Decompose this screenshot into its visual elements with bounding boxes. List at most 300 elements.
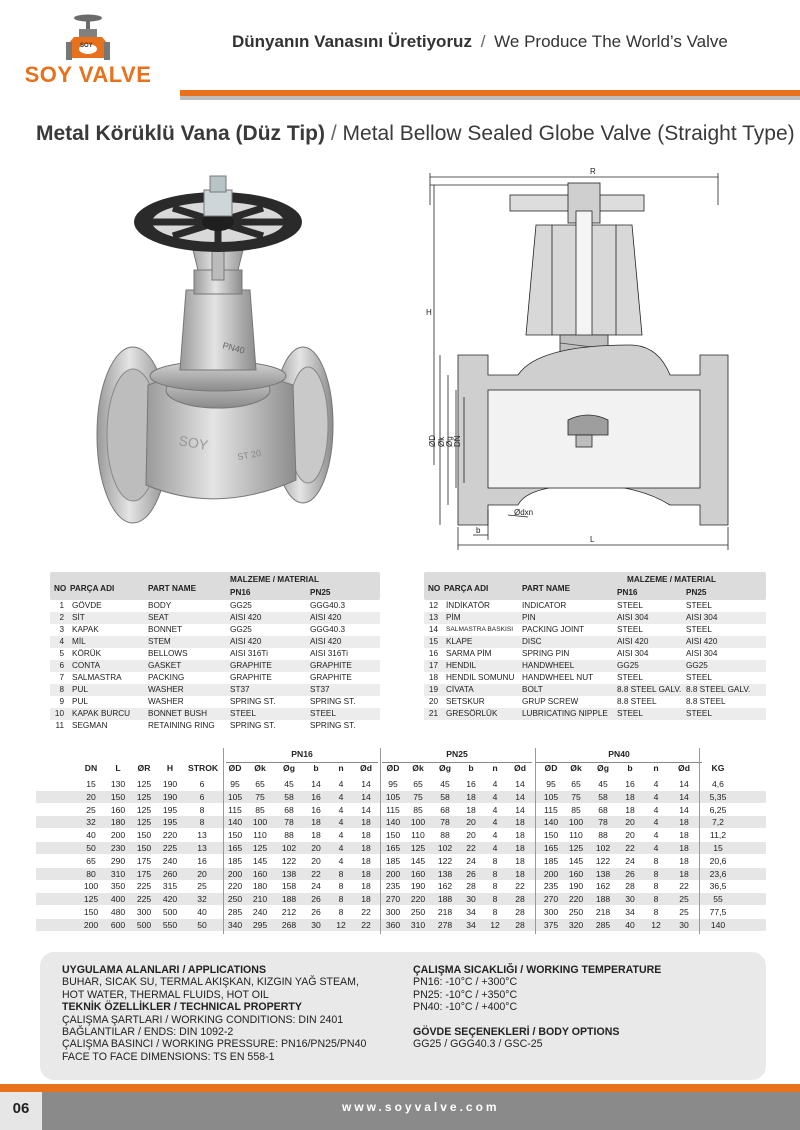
- dim-cell: 4: [653, 817, 659, 828]
- part-name-tr: CİVATA: [446, 685, 474, 694]
- dim-col-header: ØD: [228, 763, 242, 773]
- parts-row: [424, 624, 766, 636]
- dim-col-header: b: [627, 763, 633, 773]
- part-no: 16: [428, 649, 438, 658]
- dim-cell: 145: [410, 855, 426, 866]
- part-name-en: PACKING: [148, 673, 185, 682]
- dim-cell: 78: [598, 817, 608, 828]
- parts-row: [424, 696, 766, 708]
- part-no: 8: [59, 685, 64, 694]
- tech-line: ÇALIŞMA ŞARTLARI / WORKING CONDITIONS: DIN 2401: [62, 1013, 344, 1026]
- dim-cell: 300: [136, 907, 152, 917]
- dim-cell: 18: [515, 830, 525, 841]
- dim-cell: 190: [162, 779, 178, 789]
- part-name-tr: SİT: [72, 613, 85, 622]
- material-pn25: GG25: [686, 661, 708, 670]
- dim-cell: 85: [255, 804, 265, 815]
- dim-col-header: Ød: [360, 763, 372, 773]
- material-header: MALZEME / MATERIAL: [230, 575, 319, 584]
- material-pn16: SPRING ST.: [230, 697, 276, 706]
- parts-right-rows: [424, 600, 766, 720]
- dim-col-header: H: [166, 763, 174, 773]
- dim-cell: 65: [86, 855, 96, 866]
- info-left: [62, 964, 366, 1063]
- parts-left-rows: [50, 600, 380, 732]
- dim-cell: 140: [543, 817, 559, 828]
- part-name-tr: PUL: [72, 697, 88, 706]
- dim-cell: 285: [595, 919, 611, 930]
- col-no: NO: [428, 584, 441, 593]
- dim-cell: 65: [571, 779, 581, 789]
- material-pn16: STEEL: [230, 709, 256, 718]
- dim-cell: 125: [136, 791, 152, 802]
- dim-cell: 200: [543, 868, 559, 879]
- part-no: 21: [428, 709, 438, 718]
- part-no: 14: [428, 625, 438, 634]
- dim-cell: 160: [252, 868, 268, 879]
- part-name-tr: KLAPE: [446, 637, 473, 646]
- dim-cell: 88: [284, 830, 294, 841]
- dim-cell: 18: [679, 843, 689, 853]
- dimensions-row: [36, 868, 766, 880]
- dim-cell: 24: [311, 881, 321, 892]
- dim-cell: 18: [625, 791, 635, 802]
- dim-cell: 80: [86, 868, 96, 879]
- part-name-en: LUBRICATING NIPPLE: [522, 709, 608, 718]
- parts-row: [424, 708, 766, 720]
- dim-cell: 30: [679, 919, 689, 930]
- applications-line: HOT WATER, THERMAL FLUIDS, HOT OIL: [62, 988, 269, 1001]
- material-pn25: AISI 316Ti: [310, 649, 348, 658]
- parts-table-right: [424, 572, 766, 720]
- dim-cell: 158: [281, 881, 297, 892]
- dim-col-header: b: [313, 763, 319, 773]
- part-name-tr: HENDIL SOMUNU: [446, 673, 515, 682]
- material-pn16: GG25: [230, 601, 252, 610]
- dim-cell: 20: [466, 817, 476, 828]
- dim-cell: 180: [110, 817, 126, 828]
- dim-cell: 350: [110, 881, 126, 892]
- material-pn16: GRAPHITE: [230, 673, 272, 682]
- dim-cell: 225: [136, 881, 152, 892]
- dim-label-r: R: [590, 167, 596, 176]
- dim-cell: 180: [252, 881, 268, 892]
- dim-cell: 122: [595, 855, 611, 866]
- dim-cell: 225: [136, 894, 152, 905]
- dim-cell: 110: [253, 830, 267, 841]
- part-no: 20: [428, 697, 438, 706]
- part-name-en: BELLOWS: [148, 649, 188, 658]
- dim-cell: 102: [595, 843, 611, 853]
- col-pn16: PN16: [617, 588, 638, 597]
- material-pn16: GRAPHITE: [230, 661, 272, 670]
- dim-cell: 16: [311, 791, 321, 802]
- dim-cell: 138: [595, 868, 611, 879]
- dim-cell: 4: [653, 804, 659, 815]
- separator: [380, 748, 381, 934]
- dim-label-b: b: [476, 526, 481, 535]
- material-pn25: STEEL: [686, 601, 712, 610]
- material-pn16: GG25: [230, 625, 252, 634]
- dim-cell: 115: [544, 804, 558, 815]
- dim-cell: 18: [679, 830, 689, 841]
- dim-cell: 20: [311, 855, 321, 866]
- dim-cell: 190: [410, 881, 426, 892]
- dim-cell: 23,6: [709, 868, 727, 879]
- separator: [699, 748, 700, 934]
- dim-cell: 18: [515, 855, 525, 866]
- dim-cell: 480: [110, 907, 126, 917]
- separator: [223, 748, 224, 934]
- valve-photo: [78, 170, 348, 550]
- dim-cell: 160: [410, 868, 426, 879]
- dim-cell: 25: [197, 881, 207, 892]
- dim-cell: 28: [515, 907, 525, 917]
- info-right: [413, 964, 661, 1050]
- dim-cell: 8: [653, 907, 659, 917]
- footer-divider: [0, 1084, 800, 1092]
- parts-row: [50, 600, 380, 612]
- material-pn16: AISI 420: [617, 637, 649, 646]
- dim-label-h: H: [426, 308, 432, 317]
- dim-cell: 165: [385, 843, 401, 853]
- dim-cell: 4: [338, 855, 344, 866]
- dim-cell: 4: [492, 830, 498, 841]
- dim-cell: 185: [385, 855, 401, 866]
- dim-cell: 270: [543, 894, 559, 905]
- title-tr: Metal Körüklü Vana (Düz Tip): [36, 122, 325, 145]
- dim-cell: 25: [679, 907, 689, 917]
- dim-cell: 165: [543, 843, 559, 853]
- parts-row: [50, 636, 380, 648]
- dim-cell: 88: [440, 830, 450, 841]
- title-en: Metal Bellow Sealed Globe Valve (Straight Type): [342, 122, 795, 145]
- dim-cell: 100: [252, 817, 268, 828]
- dim-cell: 88: [598, 830, 608, 841]
- material-pn16: 8.8 STEEL GALV.: [617, 685, 682, 694]
- dim-cell: 122: [437, 855, 453, 866]
- dim-cell: 18: [515, 843, 525, 853]
- dim-cell: 250: [568, 907, 584, 917]
- dim-cell: 162: [437, 881, 453, 892]
- dim-cell: 15: [86, 779, 96, 789]
- part-name-en: BOLT: [522, 685, 543, 694]
- material-pn16: AISI 420: [230, 637, 262, 646]
- dim-cell: 150: [136, 843, 152, 853]
- dim-cell: 24: [466, 855, 476, 866]
- dim-cell: 36,5: [709, 881, 727, 892]
- dimensions-row: [36, 816, 766, 828]
- body-options-value: GG25 / GGG40.3 / GSC-25: [413, 1038, 543, 1051]
- dim-cell: 4: [492, 843, 498, 853]
- dim-cell: 4: [338, 779, 344, 789]
- dim-cell: 14: [311, 779, 321, 789]
- parts-row: [50, 684, 380, 696]
- material-pn25: AISI 420: [686, 637, 718, 646]
- dim-cell: 18: [515, 868, 525, 879]
- dim-cell: 102: [437, 843, 453, 853]
- dim-cell: 75: [571, 791, 581, 802]
- dim-cell: 13: [197, 843, 207, 853]
- dim-cell: 300: [543, 907, 559, 917]
- dim-cell: 140: [385, 817, 401, 828]
- dim-cell: 45: [598, 779, 608, 789]
- dim-cell: 20: [466, 830, 476, 841]
- dim-cell: 85: [571, 804, 581, 815]
- dim-cell: 5,35: [709, 791, 727, 802]
- dim-cell: 8: [338, 868, 344, 879]
- part-name-en: SPRING PIN: [522, 649, 570, 658]
- dim-cell: 200: [110, 830, 126, 841]
- parts-row: [50, 612, 380, 624]
- col-pn16: PN16: [230, 588, 251, 597]
- dim-cell: 18: [466, 791, 476, 802]
- dim-cell: 95: [546, 779, 556, 789]
- part-no: 7: [59, 673, 64, 682]
- dim-cell: 125: [568, 843, 584, 853]
- part-name-en: GASKET: [148, 661, 182, 670]
- applications-line: BUHAR, SICAK SU, TERMAL AKIŞKAN, KIZGIN YAĞ STEAM,: [62, 976, 359, 989]
- material-pn25: AISI 420: [310, 637, 342, 646]
- dim-cell: 65: [413, 779, 423, 789]
- tagline-en: We Produce The World’s Valve: [494, 32, 728, 51]
- dim-cell: 22: [679, 881, 689, 892]
- part-name-tr: SALMASTRA BASKISI: [446, 626, 514, 633]
- dim-col-header: Øk: [254, 763, 266, 773]
- dim-cell: 8: [653, 868, 659, 879]
- part-name-en: GRUP SCREW: [522, 697, 579, 706]
- dim-label-l: L: [590, 535, 595, 544]
- dim-cell: 310: [410, 919, 426, 930]
- temperature-line: PN25: -10°C / +350°C: [413, 988, 518, 1001]
- dim-cell: 105: [227, 791, 243, 802]
- part-name-tr: KÖRÜK: [72, 649, 102, 658]
- dim-cell: 30: [466, 894, 476, 905]
- dim-cell: 8: [653, 881, 659, 892]
- dim-cell: 290: [110, 855, 126, 866]
- dim-cell: 68: [284, 804, 294, 815]
- material-pn25: STEEL: [686, 709, 712, 718]
- dim-cell: 220: [410, 894, 426, 905]
- dim-cell: 85: [413, 804, 423, 815]
- dim-cell: 185: [543, 855, 559, 866]
- dim-cell: 40: [625, 919, 635, 930]
- material-pn25: GGG40.3: [310, 601, 346, 610]
- dim-cell: 8: [338, 907, 344, 917]
- dim-cell: 14: [361, 779, 371, 789]
- dim-cell: 4: [338, 791, 344, 802]
- dim-cell: 195: [162, 817, 178, 828]
- parts-row: [424, 600, 766, 612]
- temperature-line: PN16: -10°C / +300°C: [413, 976, 518, 989]
- material-pn25: STEEL: [686, 673, 712, 682]
- dim-cell: 240: [252, 907, 268, 917]
- dim-cell: 150: [110, 791, 126, 802]
- page-number: 06: [0, 1092, 42, 1130]
- dim-cell: 375: [543, 919, 559, 930]
- dim-cell: 18: [361, 894, 371, 905]
- dim-cell: 145: [568, 855, 584, 866]
- part-name-en: DISC: [522, 637, 542, 646]
- tagline: [232, 32, 728, 52]
- parts-row: [424, 648, 766, 660]
- dim-cell: 188: [281, 894, 297, 905]
- part-name-en: INDICATOR: [522, 601, 567, 610]
- parts-row: [424, 612, 766, 624]
- part-no: 2: [59, 613, 64, 622]
- dim-cell: 14: [515, 779, 525, 789]
- dim-cell: 18: [361, 855, 371, 866]
- dim-label-ok: Øk: [437, 436, 446, 447]
- dim-cell: 16: [197, 855, 207, 866]
- dim-col-header: KG: [711, 763, 725, 773]
- dim-cell: 105: [543, 791, 559, 802]
- group-pn25: PN25: [382, 748, 532, 763]
- separator: [535, 748, 536, 934]
- dim-cell: 18: [361, 843, 371, 853]
- part-name-tr: SEGMAN: [72, 721, 108, 730]
- dim-col-header: n: [653, 763, 659, 773]
- dim-col-header: b: [468, 763, 474, 773]
- dim-cell: 13: [197, 830, 207, 841]
- tech-line: FACE TO FACE DIMENSIONS: TS EN 558-1: [62, 1050, 275, 1063]
- part-name-en: BONNET BUSH: [148, 709, 207, 718]
- dim-cell: 18: [515, 817, 525, 828]
- dim-cell: 6: [199, 779, 205, 789]
- dim-cell: 4: [653, 830, 659, 841]
- dim-cell: 26: [466, 868, 476, 879]
- dim-cell: 235: [543, 881, 559, 892]
- material-pn16: STEEL: [617, 673, 643, 682]
- dim-cell: 500: [136, 919, 152, 930]
- dim-cell: 40: [197, 907, 207, 917]
- material-pn25: GRAPHITE: [310, 673, 352, 682]
- dim-col-header: Øg: [283, 763, 295, 773]
- dim-cell: 20: [311, 843, 321, 853]
- dim-cell: 20: [625, 817, 635, 828]
- parts-table-left: [50, 572, 380, 732]
- dim-cell: 4: [492, 779, 498, 789]
- dim-cell: 260: [162, 868, 178, 879]
- dim-cell: 268: [281, 919, 297, 930]
- dim-cell: 12: [490, 919, 500, 930]
- dim-cell: 225: [162, 843, 178, 853]
- dim-cell: 4: [653, 791, 659, 802]
- parts-row: [50, 648, 380, 660]
- dim-cell: 78: [284, 817, 294, 828]
- dim-cell: 22: [311, 868, 321, 879]
- dim-cell: 26: [311, 894, 321, 905]
- dim-cell: 25: [86, 804, 96, 815]
- material-pn16: AISI 420: [230, 613, 262, 622]
- temperature-line: PN40: -10°C / +400°C: [413, 1001, 518, 1014]
- col-pn25: PN25: [686, 588, 707, 597]
- dim-cell: 185: [227, 855, 243, 866]
- dim-col-header: ØD: [544, 763, 558, 773]
- material-pn16: AISI 316Ti: [230, 649, 268, 658]
- dim-cell: 95: [230, 779, 240, 789]
- dim-label-od: ØD: [428, 435, 437, 447]
- dim-cell: 8: [199, 817, 205, 828]
- dim-cell: 45: [440, 779, 450, 789]
- dim-cell: 12: [651, 919, 661, 930]
- part-name-tr: GÖVDE: [72, 601, 102, 610]
- dim-cell: 190: [162, 791, 178, 802]
- dim-cell: 22: [361, 919, 371, 930]
- part-no: 18: [428, 673, 438, 682]
- part-no: 15: [428, 637, 438, 646]
- material-pn16: SPRING ST.: [230, 721, 276, 730]
- dim-cell: 125: [136, 804, 152, 815]
- dim-cell: 160: [568, 868, 584, 879]
- part-name-en: WASHER: [148, 685, 184, 694]
- dim-cell: 190: [568, 881, 584, 892]
- dim-cell: 14: [515, 804, 525, 815]
- dim-col-header: DN: [84, 763, 98, 773]
- part-name-tr: KAPAK: [72, 625, 99, 634]
- dim-cell: 78: [440, 817, 450, 828]
- material-pn25: STEEL: [310, 709, 336, 718]
- dim-cell: 175: [136, 868, 152, 879]
- dim-cell: 58: [598, 791, 608, 802]
- part-name-tr: MİL: [72, 637, 86, 646]
- part-name-tr: İNDİKATÖR: [446, 601, 490, 610]
- parts-row: [424, 684, 766, 696]
- website-link[interactable]: www.soyvalve.com: [342, 1100, 500, 1114]
- dim-cell: 100: [568, 817, 584, 828]
- material-pn25: SPRING ST.: [310, 721, 356, 730]
- dim-col-header: n: [492, 763, 498, 773]
- dim-cell: 18: [311, 817, 321, 828]
- dim-cell: 65: [255, 779, 265, 789]
- dim-cell: 18: [466, 804, 476, 815]
- dim-cell: 110: [411, 830, 425, 841]
- dim-cell: 360: [385, 919, 401, 930]
- dim-cell: 315: [162, 881, 178, 892]
- dim-cell: 32: [86, 817, 96, 828]
- dimensions-row: [36, 855, 766, 867]
- dim-cell: 68: [598, 804, 608, 815]
- dim-cell: 165: [227, 843, 243, 853]
- dim-cell: 55: [713, 894, 723, 905]
- dim-cell: 162: [595, 881, 611, 892]
- material-pn25: AISI 304: [686, 649, 718, 658]
- dim-cell: 40: [86, 830, 96, 841]
- dim-cell: 285: [227, 907, 243, 917]
- dim-cell: 8: [653, 894, 659, 905]
- parts-right-header: [424, 572, 766, 600]
- dim-cell: 7,2: [712, 817, 724, 828]
- dim-cell: 16: [466, 779, 476, 789]
- dim-cell: 220: [568, 894, 584, 905]
- part-name-tr: SETSKUR: [446, 697, 485, 706]
- dim-cell: 22: [466, 843, 476, 853]
- dim-cell: 500: [162, 907, 178, 917]
- dim-cell: 34: [466, 907, 476, 917]
- dim-col-header: Øg: [439, 763, 451, 773]
- dim-cell: 16: [311, 804, 321, 815]
- dim-cell: 4: [338, 830, 344, 841]
- dim-cell: 122: [281, 855, 297, 866]
- dim-cell: 6,25: [709, 804, 727, 815]
- header: [0, 0, 800, 100]
- dim-cell: 150: [385, 830, 401, 841]
- part-no: 11: [55, 721, 64, 730]
- dim-cell: 150: [83, 907, 99, 917]
- material-pn25: GRAPHITE: [310, 661, 352, 670]
- part-no: 3: [59, 625, 64, 634]
- parts-left-header: [50, 572, 380, 600]
